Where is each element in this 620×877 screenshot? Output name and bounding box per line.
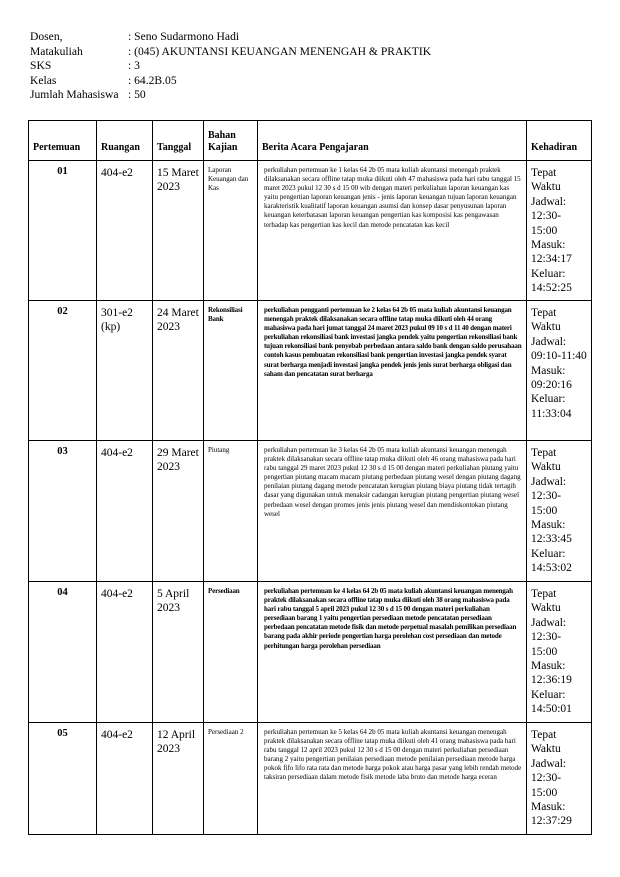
cell-ruangan: 301-e2 (kp) (97, 301, 153, 441)
cell-ruangan: 404-e2 (97, 723, 153, 835)
header-row-jumlah (30, 88, 431, 103)
cell-tanggal: 29 Maret 2023 (153, 441, 204, 582)
cell-ruangan: 404-e2 (97, 582, 153, 723)
cell-kehadiran: Tepat Waktu Jadwal: 12:30-15:00 Masuk: 12:34:17 Keluar: 14:52:25 (527, 161, 592, 301)
table-row (29, 441, 592, 582)
cell-kehadiran: Tepat Waktu Jadwal: 12:30-15:00 Masuk: 12:36:19 Keluar: 14:50:01 (527, 582, 592, 723)
kelas-label: Kelas (30, 73, 57, 87)
cell-berita-acara: perkuliahan pertemuan ke 1 kelas 64 2b 05 mata kuliah akuntansi menengah praktek dilaksanakan secara offline tatap muka diikuti oleh 47 mahasiswa pada hari rabu tanggal 15 maret 2023 pukul 12 30 s d 15 00 wib dengan materi perkuliahan laporan keuangan kas yaitu pengertian laporan keuangan jenis - jenis laporan keuangan tujuan laporan keuangan karakteristik kualitatif laporan keuangan asumsi dan konsep dasar penyusunan laporan keuangan keterbatasan laporan keuangan pengertian kas komposisi kas pengawasan terhadap kas pengertian kas kecil dan metode pencatatan kas kecil (258, 161, 527, 301)
header-berita-acara: Berita Acara Pengajaran (258, 121, 527, 161)
header-pertemuan: Pertemuan (29, 121, 97, 161)
table-row (29, 301, 592, 441)
cell-pertemuan: 03 (29, 441, 97, 582)
cell-bahan-kajian: Persediaan (204, 582, 258, 723)
cell-ruangan: 404-e2 (97, 161, 153, 301)
cell-kehadiran: Tepat Waktu Jadwal: 12:30-15:00 Masuk: 12:33:45 Keluar: 14:53:02 (527, 441, 592, 582)
cell-pertemuan: 05 (29, 723, 97, 835)
header-kehadiran: Kehadiran (527, 121, 592, 161)
kelas-value: : 64.2B.05 (128, 73, 177, 87)
cell-pertemuan: 01 (29, 161, 97, 301)
cell-tanggal: 15 Maret 2023 (153, 161, 204, 301)
cell-berita-acara: perkuliahan pertemuan ke 4 kelas 64 2b 05 mata kuliah akuntansi keuangan menengah praktek dilaksanakan secara offline tatap muka diikuti oleh 38 orang mahasiswa pada hari rabu tanggal 5 april 2023 pukul 12 30 s d 15 00 dengan materi perkuliahan persediaan barang 1 yaitu pengertian persediaan metode pencatatan persediaan perbedaan pencatatan metode fisik dan metode perpetual masalah pemilikan persediaan barang pada akhir periode pengertian harga perolehan cost persediaan dan metode perhitungan harga perolehan persediaan (258, 582, 527, 723)
matakuliah-value: : (045) AKUNTANSI KEUANGAN MENENGAH & PRAKTIK (128, 44, 432, 58)
dosen-label: Dosen, (30, 30, 63, 43)
cell-bahan-kajian: Piutang (204, 441, 258, 582)
header-ruangan: Ruangan (97, 121, 153, 161)
cell-berita-acara: perkuliahan pertemuan ke 3 kelas 64 2b 05 mata kuliah akuntansi keuangan menengah praktek dilaksanakan secara offline tatap muka diikuti oleh 46 orang mahasiswa pada hari rabu tanggal 29 maret 2023 pukul 12 30 s d 15 00 dengan materi perkuliahan piutang yaitu pengertian piutang macam macam piutang perbedaan piutang wesel dengan piutang dagang penilaian piutang dagang metode pencatatan kerugian piutang biaya piutang tidak tertagih dasar yang digunakan untuk menaksir cadangan kerugian piutang pengertian piutang wesel perbedaan wesel dengan promes jenis jenis piutang wesel dan mendiskontokan piutang wesel (258, 441, 527, 582)
table-row (29, 723, 592, 835)
table-row (29, 161, 592, 301)
sks-value: : 3 (128, 59, 140, 73)
cell-pertemuan: 04 (29, 582, 97, 723)
header-row-sks (30, 59, 431, 74)
table-header-row (29, 121, 592, 161)
document-header (30, 30, 431, 103)
jumlah-label: Jumlah Mahasiswa (30, 88, 119, 102)
cell-bahan-kajian: Laporan Keuangan dan Kas (204, 161, 258, 301)
cell-berita-acara: perkuliahan pengganti pertemuan ke 2 kelas 64 2b 05 mata kuliah akuntansi keuangan menengah praktek dilaksanakan secara offline tatap muka diikuti oleh 44 orang mahasiswa pada hari jumat tanggal 24 maret 2023 pukul 09 10 s d 11 40 dengan materi perkuliahan rekonsiliasi bank investasi jangka pendek yaitu pengertian rekonsiliasi bank tujuan rekonsiliasi bank penyebab perbedaan antara saldo bank dengan saldo perusahaan contoh kasus pembuatan rekonsiliasi bank pengertian investasi jangka pendek syarat surat berharga menjadi investasi jangka pendek jenis jenis surat berharga obligasi dan saham dan pencatatan surat berharga (258, 301, 527, 441)
sks-label: SKS (30, 59, 52, 73)
cell-bahan-kajian: Rekonsiliasi Bank (204, 301, 258, 441)
cell-tanggal: 12 April 2023 (153, 723, 204, 835)
cell-tanggal: 24 Maret 2023 (153, 301, 204, 441)
header-row-kelas (30, 74, 431, 89)
header-row-dosen (30, 30, 431, 45)
jumlah-value: : 50 (128, 88, 146, 102)
header-row-matakuliah (30, 45, 431, 60)
cell-tanggal: 5 April 2023 (153, 582, 204, 723)
cell-kehadiran: Tepat Waktu Jadwal: 09:10-11:40 Masuk: 09:20:16 Keluar: 11:33:04 (527, 301, 592, 441)
header-bahan-kajian: Bahan Kajian (204, 121, 258, 161)
cell-kehadiran: Tepat Waktu Jadwal: 12:30-15:00 Masuk: 12:37:29 (527, 723, 592, 835)
cell-pertemuan: 02 (29, 301, 97, 441)
header-tanggal: Tanggal (153, 121, 204, 161)
matakuliah-label: Matakuliah (30, 44, 83, 58)
cell-berita-acara: perkuliahan pertemuan ke 5 kelas 64 2b 05 mata kuliah akuntansi keuangan menengah praktek dilaksanakan secara offline tatap muka diikuti oleh 41 orang mahasiswa pada hari rabu tanggal 12 april 2023 pukul 12 30 s d 15 00 dengan materi perkuliahan persediaan barang 2 yaitu pengertian penilaian persediaan metode penilaian persediaan metode harga pokok fifo lifo rata rata dan metode harga pokok atau harga pasar yang lebih rendah metode taksiran persediaan dalam metode fisik metode laba bruto dan metode harga eceran (258, 723, 527, 835)
attendance-table (28, 120, 592, 835)
cell-bahan-kajian: Persediaan 2 (204, 723, 258, 835)
dosen-value: : Seno Sudarmono Hadi (128, 30, 240, 43)
cell-ruangan: 404-e2 (97, 441, 153, 582)
table-row (29, 582, 592, 723)
